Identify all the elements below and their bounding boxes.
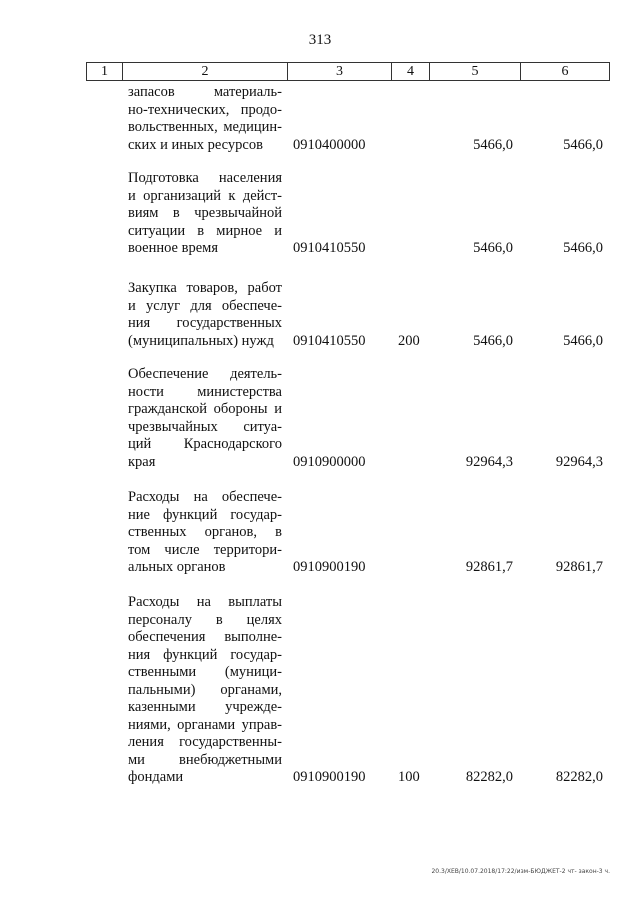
description-line: военное время <box>128 240 218 256</box>
description-line: ние функций государ- <box>128 506 282 523</box>
description-line: ций Краснодарского <box>128 436 282 452</box>
row-description <box>128 84 282 154</box>
row-amount-col5: 82282,0 <box>465 769 513 785</box>
description-line: виям в чрезвычайной <box>128 205 282 221</box>
description-line: ниями, органами управ- <box>128 716 282 733</box>
description-line: альных органов <box>128 559 226 575</box>
row-amount-col5: 92861,7 <box>465 559 513 575</box>
row-amount-col6: 82282,0 <box>555 769 603 785</box>
description-line: персоналу в целях <box>128 611 282 628</box>
description-line: края <box>128 453 156 470</box>
description-line: фондами <box>128 769 184 785</box>
header-col-6: 6 <box>561 64 569 79</box>
row-description <box>128 366 282 471</box>
header-col-2: 2 <box>123 63 288 80</box>
description-line: ми внебюджетными <box>128 751 282 768</box>
row-description <box>128 170 282 258</box>
description-line: чрезвычайных ситуа- <box>128 418 282 435</box>
row-amount-col6: 92964,3 <box>555 453 603 470</box>
row-amount-col6: 5466,0 <box>563 136 603 153</box>
row-code: 0910410550 <box>293 332 366 349</box>
row-description <box>128 489 282 577</box>
description-line: Подготовка населения <box>128 170 282 186</box>
description-line: ственными (муници- <box>128 664 282 680</box>
header-col-1: 1 <box>87 63 123 80</box>
row-code: 0910900190 <box>293 769 366 785</box>
document-footer: 20.3/ХЕВ/10.07.2018/17:22/изм-БЮДЖЕТ-2 чт- закон-3 ч. <box>431 868 610 875</box>
row-code: 0910410550 <box>293 240 366 256</box>
description-line: ления государственны- <box>128 734 282 750</box>
description-line: (муниципальных) нужд <box>128 332 274 349</box>
description-line: ности министерства <box>128 383 282 400</box>
description-line: запасов материаль- <box>128 84 282 100</box>
row-code: 0910900000 <box>293 453 366 470</box>
row-amount-col6: 92861,7 <box>555 559 603 575</box>
row-amount-col6: 5466,0 <box>563 240 603 256</box>
description-line: и организаций к дейст- <box>128 187 282 204</box>
description-line: ственных органов, в <box>128 524 282 540</box>
description-line: Расходы на выплаты <box>128 594 282 610</box>
row-amount-col5: 5466,0 <box>473 136 513 153</box>
header-col-4: 4 <box>392 63 430 80</box>
description-line: казенными учрежде- <box>128 699 282 715</box>
description-line: гражданской обороны и <box>128 401 282 417</box>
description-line: вольственных, медицин- <box>128 119 282 135</box>
table-header <box>86 62 610 81</box>
row-amount-col5: 5466,0 <box>473 332 513 349</box>
description-line: Расходы на обеспече- <box>128 489 282 505</box>
row-expense-type: 100 <box>398 769 420 785</box>
row-code: 0910900190 <box>293 559 366 575</box>
description-line: и услуг для обеспече- <box>128 297 282 314</box>
description-line: ния функций государ- <box>128 646 282 663</box>
row-expense-type: 200 <box>398 332 420 349</box>
row-amount-col5: 5466,0 <box>473 240 513 256</box>
description-line: пальными) органами, <box>128 681 282 698</box>
description-line: ских и иных ресурсов <box>128 136 263 153</box>
row-code: 0910400000 <box>293 136 366 153</box>
header-col-5: 5 <box>430 63 521 80</box>
row-description <box>128 594 282 787</box>
description-line: обеспечения выполне- <box>128 629 282 645</box>
row-description <box>128 280 282 350</box>
description-line: но-технических, продо- <box>128 101 282 118</box>
description-line: том числе территори- <box>128 541 282 558</box>
row-amount-col6: 5466,0 <box>563 332 603 349</box>
description-line: ситуации в мирное и <box>128 222 282 239</box>
row-amount-col5: 92964,3 <box>465 453 513 470</box>
page-number: 313 <box>308 32 332 48</box>
header-col-3: 3 <box>288 63 392 80</box>
description-line: ния государственных <box>128 315 282 331</box>
description-line: Закупка товаров, работ <box>128 280 282 296</box>
description-line: Обеспечение деятель- <box>128 366 282 382</box>
